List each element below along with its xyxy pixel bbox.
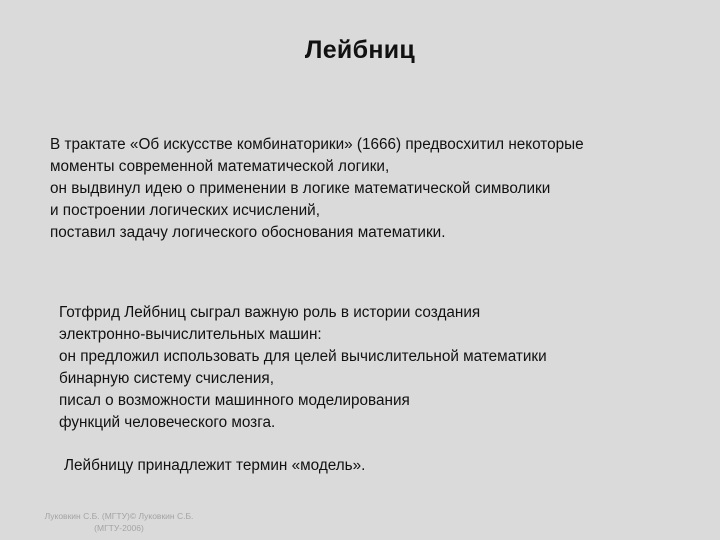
text-line: бинарную систему счисления, <box>59 370 274 387</box>
footer-copyright <box>30 510 208 534</box>
footer-line: (МГТУ-2006) <box>94 523 144 533</box>
text-line: Лейбницу принадлежит термин «модель». <box>64 457 366 474</box>
text-line: писал о возможности машинного моделирования <box>59 392 410 409</box>
text-line: В трактате «Об искусстве комбинаторики» (1666) предвосхитил некоторые <box>50 136 584 153</box>
text-line: он предложил использовать для целей вычислительной математики <box>59 348 547 365</box>
slide-title-text: Лейбниц <box>304 36 416 64</box>
text-line: Готфрид Лейбниц сыграл важную роль в истории создания <box>59 304 481 321</box>
paragraph-computers <box>59 302 547 434</box>
paragraph-model-term <box>64 455 365 477</box>
footer-line: Луковкин С.Б. (МГТУ)© Луковкин С.Б. <box>44 511 194 521</box>
text-line: поставил задачу логического обоснования математики. <box>50 224 446 241</box>
text-line: моменты современной математической логики, <box>50 158 390 175</box>
text-line: функций человеческого мозга. <box>59 414 276 431</box>
slide-title <box>0 36 720 65</box>
text-line: и построении логических исчислений, <box>50 202 320 219</box>
text-line: электронно-вычислительных машин: <box>59 326 322 343</box>
paragraph-treatise <box>50 134 584 244</box>
text-line: он выдвинул идею о применении в логике математической символики <box>50 180 551 197</box>
